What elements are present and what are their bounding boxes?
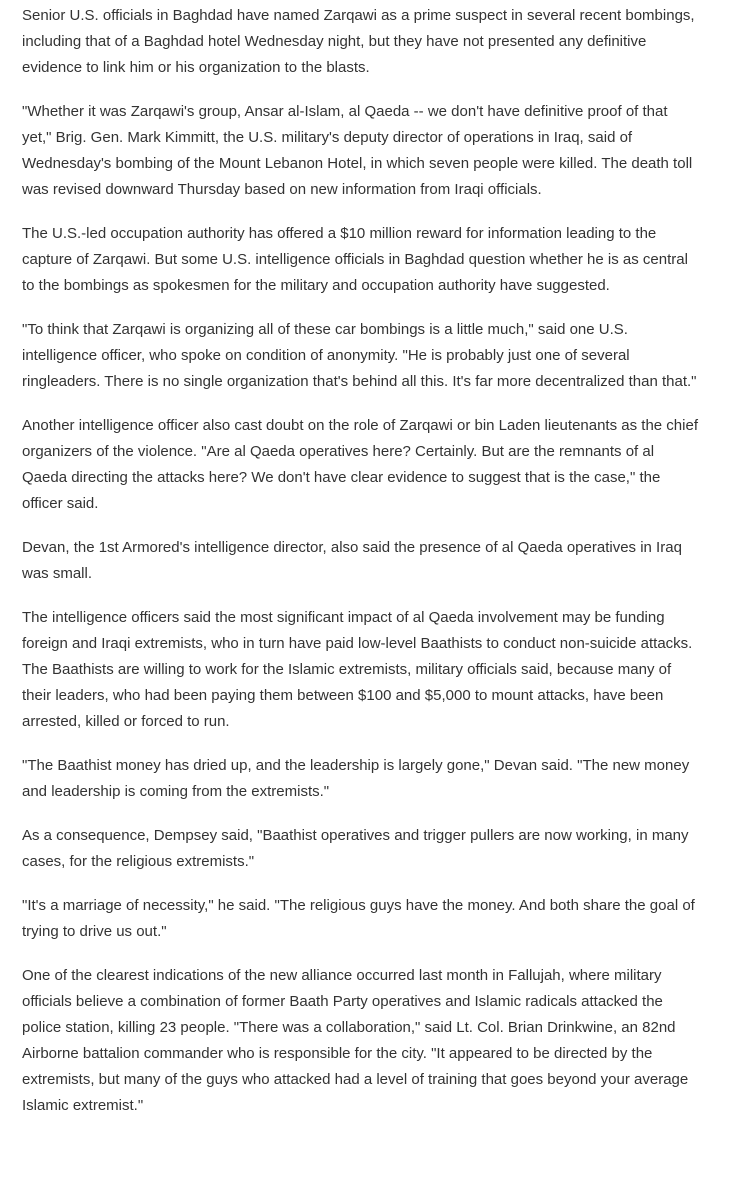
article-paragraph: The U.S.-led occupation authority has offered a $10 million reward for information leading to the capture of Zarqawi. But some U.S. intelligence officials in Baghdad question whether he is as central to the bombings as spokesmen for the military and occupation authority have suggested. (22, 225, 688, 294)
article-paragraph: "The Baathist money has dried up, and the leadership is largely gone," Devan said. "The new money and leadership is coming from the extremists." (22, 757, 690, 800)
article-paragraph: Senior U.S. officials in Baghdad have named Zarqawi as a prime suspect in several recent bombings, including that of a Baghdad hotel Wednesday night, but they have not presented any definitive evidence to link him or his organization to the blasts. (22, 7, 695, 76)
article-paragraph: Another intelligence officer also cast doubt on the role of Zarqawi or bin Laden lieutenants as the chief organizers of the violence. "Are al Qaeda operatives here? Certainly. But are the remnants of al Qaeda directing the attacks here? We don't have clear evidence to suggest that is the case," the officer said. (22, 417, 698, 512)
article-paragraph: "Whether it was Zarqawi's group, Ansar al-Islam, al Qaeda -- we don't have definitive proof of that yet," Brig. Gen. Mark Kimmitt, the U.S. military's deputy director of operations in Iraq, said of Wednesday's bombing of the Mount Lebanon Hotel, in which seven people were killed. The death toll was revised downward Thursday based on new information from Iraqi officials. (22, 103, 693, 198)
article-paragraph: As a consequence, Dempsey said, "Baathist operatives and trigger pullers are now working, in many cases, for the religious extremists." (22, 827, 689, 870)
article-paragraph: Devan, the 1st Armored's intelligence director, also said the presence of al Qaeda operatives in Iraq was small. (22, 539, 682, 582)
article-paragraph: "It's a marriage of necessity," he said. "The religious guys have the money. And both share the goal of trying to drive us out." (22, 897, 695, 940)
article-paragraph: The intelligence officers said the most significant impact of al Qaeda involvement may be funding foreign and Iraqi extremists, who in turn have paid low-level Baathists to conduct non-suicide attacks. The Baathists are willing to work for the Islamic extremists, military officials said, because many of their leaders, who had been paying them between $100 and $5,000 to mount attacks, have been arrested, killed or forced to run. (22, 609, 693, 730)
article-paragraph: "To think that Zarqawi is organizing all of these car bombings is a little much," said one U.S. intelligence officer, who spoke on condition of anonymity. "He is probably just one of several ringleaders. There is no single organization that's behind all this. It's far more decentralized than that." (22, 321, 697, 390)
article-paragraph: One of the clearest indications of the new alliance occurred last month in Fallujah, where military officials believe a combination of former Baath Party operatives and Islamic radicals attacked the police station, killing 23 people. "There was a collaboration," said Lt. Col. Brian Drinkwine, an 82nd Airborne battalion commander who is responsible for the city. "It appeared to be directed by the extremists, but many of the guys who attacked had a level of training that goes beyond your average Islamic extremist." (22, 967, 689, 1114)
